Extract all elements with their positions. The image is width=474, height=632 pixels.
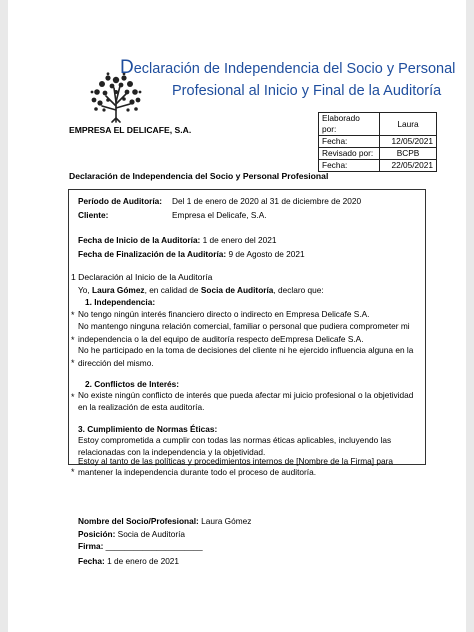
ethics-item-2-line1: Estoy al tanto de las políticas y procedimientos internos de [Nombre de la Firma] para: [78, 456, 393, 466]
independence-item-2-line2: independencia o la del equipo de auditoría respecto deEmpresa Delicafe S.A.: [78, 334, 364, 344]
meta-label: Revisado por:: [319, 148, 380, 160]
independence-item-3-line2: dirección del mismo.: [78, 358, 154, 368]
period-label: Período de Auditoría:: [78, 196, 163, 206]
meta-label: Fecha:: [319, 160, 380, 172]
bullet-marker: *: [71, 467, 75, 477]
document-subtitle: Declaración de Independencia del Socio y Personal Profesional: [69, 171, 329, 181]
meta-value: BCPB: [380, 148, 437, 160]
bullet-marker: *: [71, 358, 75, 368]
bullet-marker: *: [71, 392, 75, 402]
signature-sign: Firma: _____________________: [78, 541, 203, 551]
page-title-line2: Profesional al Inicio y Final de la Auditoría: [172, 83, 442, 99]
company-name: EMPRESA EL DELICAFE, S.A.: [69, 125, 192, 135]
meta-value: Laura: [380, 113, 437, 136]
subheading-etica: 3. Cumplimiento de Normas Éticas:: [78, 424, 218, 434]
independence-item-1: No tengo ningún interés financiero directo o indirecto en Empresa Delicafe S.A.: [78, 309, 370, 319]
client-label: Cliente:: [78, 210, 109, 220]
tree-logo-icon: [88, 72, 144, 124]
meta-value: 12/05/2021: [380, 136, 437, 148]
ethics-item-1-line1: Estoy comprometida a cumplir con todas las normas éticas aplicables, incluyendo las: [78, 435, 392, 445]
conflict-item-line1: No existe ningún conflicto de interés que pueda afectar mi juicio profesional o la objetividad: [78, 390, 414, 400]
signature-name: Nombre del Socio/Profesional: Laura Gómez: [78, 516, 252, 526]
section1-heading: 1 Declaración al Inicio de la Auditoría: [71, 272, 213, 282]
ethics-item-2-line2: mantener la independencia durante todo el proceso de auditoría.: [78, 467, 317, 477]
meta-label: Fecha:: [319, 136, 380, 148]
subheading-independencia: 1. Independencia:: [85, 297, 156, 307]
page-title-line1: Declaración de Independencia del Socio y Personal: [120, 57, 456, 78]
independence-item-3-line1: No he participado en la toma de decisiones del cliente ni he ejercido influencia alguna en la: [78, 345, 414, 355]
start-date: Fecha de Inicio de la Auditoría: 1 de enero del 2021: [78, 235, 277, 245]
subheading-conflictos: 2. Conflictos de Interés:: [85, 379, 180, 389]
document-page: [8, 0, 466, 632]
meta-table: [318, 112, 437, 172]
signature-date: Fecha: 1 de enero de 2021: [78, 556, 180, 566]
bullet-marker: *: [71, 310, 75, 320]
conflict-item-line2: en la realización de esta auditoría.: [78, 402, 205, 412]
independence-item-2-line1: No mantengo ninguna relación comercial, familiar o personal que pudiera comprometer mi: [78, 321, 410, 331]
meta-row: [319, 160, 437, 172]
client-value: Empresa el Delicafe, S.A.: [172, 210, 267, 220]
section1-intro: Yo, Laura Gómez, en calidad de Socia de Auditoría, declaro que:: [78, 285, 324, 295]
meta-row: [319, 136, 437, 148]
signature-position: Posición: Socia de Auditoría: [78, 529, 185, 539]
meta-row: [319, 148, 437, 160]
period-value: Del 1 de enero de 2020 al 31 de diciembre de 2020: [172, 196, 362, 206]
end-date: Fecha de Finalización de la Auditoría: 9 de Agosto de 2021: [78, 249, 305, 259]
bullet-marker: *: [71, 335, 75, 345]
meta-value: 22/05/2021: [380, 160, 437, 172]
meta-label: Elaborado por:: [319, 113, 380, 136]
meta-row: [319, 113, 437, 136]
ethics-item-1-line2: relacionadas con la independencia y la objetividad.: [78, 447, 266, 457]
